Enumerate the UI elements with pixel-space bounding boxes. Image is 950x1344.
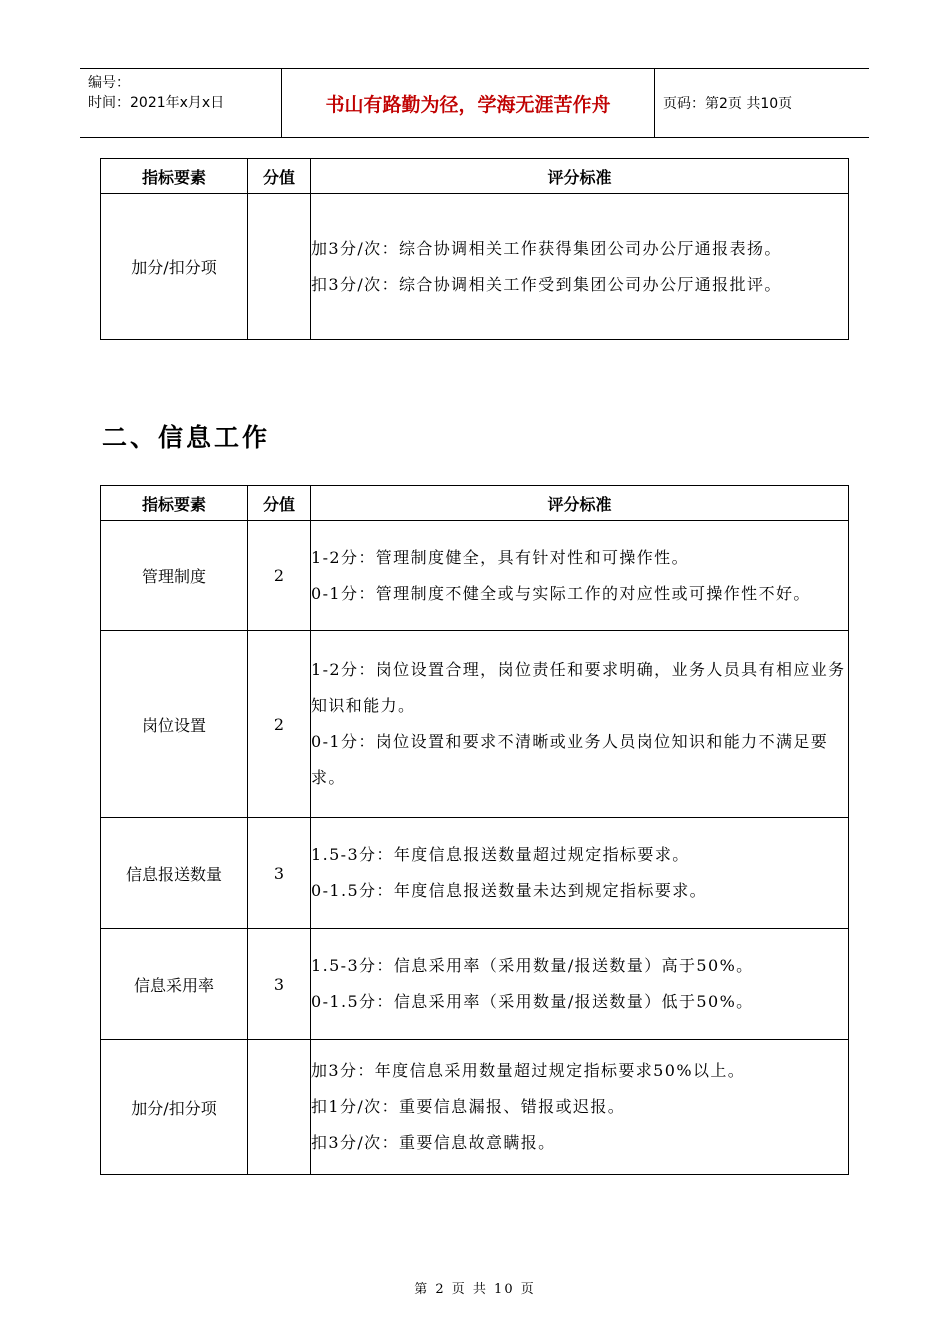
row-element: 加分/扣分项 [101, 194, 248, 340]
table-header-row [101, 159, 849, 194]
row-score [248, 194, 311, 340]
section-title: 二、信息工作 [102, 423, 271, 452]
criteria-line: 加3分：年度信息采用数量超过规定指标要求50%以上。 [311, 1061, 746, 1080]
row-element: 信息报送数量 [101, 818, 248, 929]
column-header-score: 分值 [248, 159, 311, 194]
row-score [248, 1040, 311, 1175]
table-row [101, 631, 849, 818]
row-criteria [311, 521, 849, 631]
criteria-line: 加3分/次：综合协调相关工作获得集团公司办公厅通报表扬。 [311, 238, 782, 258]
criteria-line: 0-1.5分：年度信息报送数量未达到规定指标要求。 [311, 881, 708, 900]
column-header-element: 指标要素 [101, 159, 248, 194]
table-header-row [101, 486, 849, 521]
row-criteria [311, 929, 849, 1040]
criteria-line: 1.5-3分：年度信息报送数量超过规定指标要求。 [311, 845, 690, 864]
row-score: 2 [248, 631, 311, 818]
header-motto: 书山有路勤为径，学海无涯苦作舟 [325, 93, 611, 116]
header-page-info: 页码：第2页 共10页 [663, 96, 793, 112]
column-header-element: 指标要素 [101, 486, 248, 521]
criteria-line: 1-2分：管理制度健全，具有针对性和可操作性。 [311, 547, 689, 567]
criteria-line: 扣1分/次：重要信息漏报、错报或迟报。 [311, 1097, 626, 1116]
header-divider [654, 69, 655, 137]
criteria-line: 0-1分：管理制度不健全或与实际工作的对应性或可操作性不好。 [311, 583, 811, 603]
table-row [101, 929, 849, 1040]
criteria-line: 扣3分/次：综合协调相关工作受到集团公司办公厅通报批评。 [311, 274, 782, 294]
row-criteria [311, 818, 849, 929]
row-criteria [311, 194, 849, 340]
row-element: 岗位设置 [101, 631, 248, 818]
row-element: 信息采用率 [101, 929, 248, 1040]
header-meta [88, 73, 280, 113]
time-label: 时间：2021年x月x日 [88, 95, 225, 111]
criteria-line: 0-1.5分：信息采用率（采用数量/报送数量）低于50%。 [311, 992, 754, 1011]
criteria-line: 1.5-3分：信息采用率（采用数量/报送数量）高于50%。 [311, 956, 754, 975]
row-score: 2 [248, 521, 311, 631]
criteria-line: 0-1分：岗位设置和要求不清晰或业务人员岗位知识和能力不满足要求。 [311, 732, 829, 787]
table-row [101, 521, 849, 631]
criteria-line: 扣3分/次：重要信息故意瞒报。 [311, 1133, 556, 1152]
table-row [101, 194, 849, 340]
page-footer: 第 2 页 共 10 页 [414, 1282, 536, 1297]
table-row [101, 818, 849, 929]
row-score: 3 [248, 929, 311, 1040]
column-header-score: 分值 [248, 486, 311, 521]
code-label: 编号： [88, 75, 130, 91]
row-criteria [311, 1040, 849, 1175]
row-element: 管理制度 [101, 521, 248, 631]
table-row [101, 1040, 849, 1175]
row-element: 加分/扣分项 [101, 1040, 248, 1175]
row-criteria [311, 631, 849, 818]
table-information-work [100, 485, 849, 1175]
page-header [80, 68, 869, 138]
column-header-criteria: 评分标准 [311, 486, 849, 521]
criteria-line: 1-2分：岗位设置合理，岗位责任和要求明确，业务人员具有相应业务知识和能力。 [311, 660, 846, 715]
table-coordination-bonus [100, 158, 849, 340]
column-header-criteria: 评分标准 [311, 159, 849, 194]
row-score: 3 [248, 818, 311, 929]
